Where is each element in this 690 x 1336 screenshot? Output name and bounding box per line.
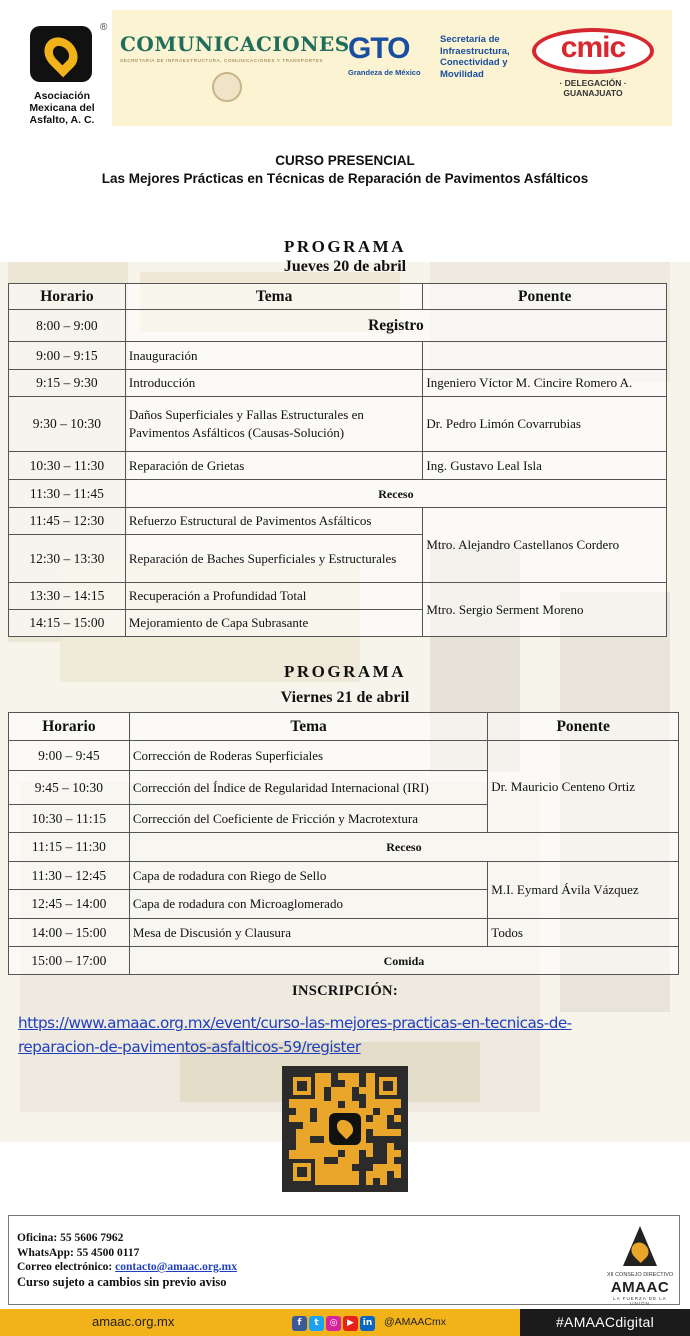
qr-finder-pattern [375, 1073, 401, 1099]
course-type: CURSO PRESENCIAL [275, 153, 415, 168]
row-ponente: Dr. Mauricio Centeno Ortiz [488, 741, 679, 833]
qr-module [366, 1115, 373, 1122]
row-ponente [423, 342, 667, 370]
table-row [9, 741, 679, 771]
col-tema: Tema [125, 284, 423, 310]
qr-module [289, 1129, 296, 1136]
qr-module [359, 1073, 366, 1080]
col-horario: Horario [9, 713, 130, 741]
qr-module [331, 1073, 338, 1080]
qr-module [359, 1171, 366, 1178]
col-tema: Tema [129, 713, 487, 741]
qr-module [387, 1136, 394, 1143]
row-time: 14:15 – 15:00 [9, 610, 126, 637]
qr-module [359, 1080, 366, 1087]
cmic-delegacion-label: · DELEGACIÓN · [559, 78, 627, 88]
row-tema: Receso [125, 480, 666, 508]
qr-finder-pattern [289, 1159, 315, 1185]
table-row [9, 370, 667, 397]
row-tema: Refuerzo Estructural de Pavimentos Asfálticos [125, 508, 423, 535]
table-row [9, 833, 679, 862]
qr-module [289, 1143, 296, 1150]
qr-module [373, 1108, 380, 1115]
row-ponente: Ing. Gustavo Leal Isla [423, 452, 667, 480]
row-time: 11:15 – 11:30 [9, 833, 130, 862]
table-row [9, 862, 679, 890]
row-tema: Reparación de Baches Superficiales y Estructurales [125, 535, 423, 583]
qr-module [296, 1122, 303, 1129]
table-row [9, 508, 667, 535]
table-row [9, 919, 679, 947]
registration-link[interactable] [18, 1011, 678, 1059]
qr-center-logo-icon [329, 1113, 361, 1145]
row-time: 12:30 – 13:30 [9, 535, 126, 583]
instagram-icon[interactable]: ◎ [326, 1316, 341, 1331]
qr-module [373, 1143, 380, 1150]
qr-module [366, 1129, 373, 1136]
row-tema: Receso [129, 833, 678, 862]
qr-module [387, 1122, 394, 1129]
row-ponente: M.I. Eymard Ávila Vázquez [488, 862, 679, 919]
qr-module [289, 1122, 296, 1129]
qr-module [380, 1136, 387, 1143]
amaac-name: Asociación Mexicana del Asfalto, A. C. [29, 90, 95, 126]
qr-module [289, 1136, 296, 1143]
qr-module [359, 1101, 366, 1108]
header [0, 0, 690, 135]
row-tema: Mesa de Discusión y Clausura [129, 919, 487, 947]
cmic-wordmark: cmic [560, 31, 626, 64]
inscripcion-label: INSCRIPCIÓN: [292, 983, 398, 999]
contact-aviso: Curso sujeto a cambios sin previo aviso [17, 1274, 227, 1289]
qr-module [380, 1150, 387, 1157]
row-tema: Comida [129, 947, 678, 975]
row-ponente: Ingeniero Víctor M. Cincire Romero A. [423, 370, 667, 397]
row-time: 14:00 – 15:00 [9, 919, 130, 947]
footer-social-handle[interactable]: @AMAACmx [384, 1316, 446, 1328]
qr-module [366, 1164, 373, 1171]
row-ponente: Mtro. Sergio Serment Moreno [423, 583, 667, 637]
table-row [9, 480, 667, 508]
contact-correo-label: Correo electrónico: [17, 1261, 116, 1273]
row-ponente: Dr. Pedro Limón Covarrubias [423, 397, 667, 452]
footer-hashtag: #AMAACdigital [520, 1309, 690, 1336]
gto-wordmark: GTO [348, 32, 410, 65]
footer-bar [0, 1309, 690, 1336]
mexico-seal-icon [212, 72, 242, 102]
qr-module [366, 1136, 373, 1143]
gto-logo [348, 32, 428, 77]
qr-module [373, 1136, 380, 1143]
row-time: 11:30 – 12:45 [9, 862, 130, 890]
qr-module [387, 1171, 394, 1178]
qr-code [282, 1066, 408, 1192]
qr-module [352, 1087, 359, 1094]
qr-module [373, 1157, 380, 1164]
table-header-row [9, 713, 679, 741]
twitter-icon[interactable]: t [309, 1316, 324, 1331]
cmic-estado: GUANAJUATO [563, 88, 623, 98]
qr-module [324, 1157, 331, 1164]
row-tema: Corrección de Roderas Superficiales [129, 741, 487, 771]
row-time: 8:00 – 9:00 [9, 310, 126, 342]
day2-schedule-table [8, 712, 679, 975]
row-time: 10:30 – 11:15 [9, 805, 130, 833]
table-row [9, 397, 667, 452]
row-ponente: Mtro. Alejandro Castellanos Cordero [423, 508, 667, 583]
qr-module [387, 1115, 394, 1122]
row-tema: Introducción [125, 370, 423, 397]
social-icons [292, 1315, 375, 1331]
table-row [9, 583, 667, 610]
qr-module [331, 1080, 338, 1087]
table-row [9, 310, 667, 342]
course-title: Las Mejores Prácticas en Técnicas de Reparación de Pavimentos Asfálticos [101, 171, 589, 186]
youtube-icon[interactable]: ▶ [343, 1316, 358, 1331]
qr-module [331, 1157, 338, 1164]
qr-module [317, 1136, 324, 1143]
qr-module [394, 1143, 401, 1150]
qr-module [338, 1101, 345, 1108]
row-tema: Corrección del Índice de Regularidad Internacional (IRI) [129, 771, 487, 805]
contact-box [8, 1215, 680, 1305]
facebook-icon[interactable]: f [292, 1316, 307, 1331]
cmic-delegacion [532, 78, 654, 98]
qr-module [387, 1178, 394, 1185]
row-time: 9:15 – 9:30 [9, 370, 126, 397]
secretaria-name: Secretaría de Infraestructura, Conectividad y Movilidad [440, 34, 510, 80]
col-horario: Horario [9, 284, 126, 310]
qr-module [394, 1122, 401, 1129]
day1-heading [0, 237, 690, 277]
qr-module [359, 1164, 366, 1171]
day1-schedule-table [8, 283, 667, 637]
day2-heading [0, 662, 690, 708]
row-tema: Registro [125, 310, 666, 342]
qr-module [394, 1157, 401, 1164]
comunicaciones-logo [120, 32, 350, 63]
registration-link-line1[interactable]: https://www.amaac.org.mx/event/curso-las-mejores-practicas-en-tecnicas-de- [18, 1014, 572, 1032]
row-tema: Corrección del Coeficiente de Fricción y Macrotextura [129, 805, 487, 833]
table-row [9, 342, 667, 370]
row-tema: Daños Superficiales y Fallas Estructurales en Pavimentos Asfálticos (Causas-Solución) [125, 397, 423, 452]
footer-site-link[interactable]: amaac.org.mx [92, 1314, 175, 1329]
qr-module [373, 1150, 380, 1157]
row-time: 13:30 – 14:15 [9, 583, 126, 610]
contact-whatsapp: WhatsApp: 55 4500 0117 [17, 1246, 140, 1259]
row-time: 11:30 – 11:45 [9, 480, 126, 508]
qr-finder-pattern [289, 1073, 315, 1099]
qr-module [352, 1094, 359, 1101]
row-time: 11:45 – 12:30 [9, 508, 126, 535]
row-time: 15:00 – 17:00 [9, 947, 130, 975]
row-time: 9:00 – 9:45 [9, 741, 130, 771]
qr-module [359, 1178, 366, 1185]
qr-module [310, 1136, 317, 1143]
qr-module [324, 1087, 331, 1094]
day2-date: Viernes 21 de abril [280, 689, 410, 706]
course-heading [0, 152, 690, 188]
seal-subtitle: LA FUERZA DE LA UNIÓN [613, 1296, 667, 1306]
qr-module [394, 1136, 401, 1143]
registered-mark: ® [100, 22, 108, 33]
seal-name: AMAAC [610, 1279, 670, 1296]
qr-module [359, 1094, 366, 1101]
amaac-consejo-logo [605, 1224, 675, 1306]
row-time: 12:45 – 14:00 [9, 890, 130, 919]
linkedin-icon[interactable]: in [360, 1316, 375, 1331]
qr-module [310, 1108, 317, 1115]
table-row [9, 947, 679, 975]
col-ponente: Ponente [423, 284, 667, 310]
row-tema: Capa de rodadura con Riego de Sello [129, 862, 487, 890]
qr-module [352, 1164, 359, 1171]
cmic-logo [532, 28, 654, 100]
row-tema: Capa de rodadura con Microaglomerado [129, 890, 487, 919]
day1-programa: PROGRAMA [284, 237, 406, 256]
qr-module [289, 1108, 296, 1115]
row-time: 10:30 – 11:30 [9, 452, 126, 480]
gto-tagline: Grandeza de México [348, 68, 421, 77]
qr-module [324, 1094, 331, 1101]
row-tema: Recuperación a Profundidad Total [125, 583, 423, 610]
row-time: 9:30 – 10:30 [9, 397, 126, 452]
qr-module [338, 1150, 345, 1157]
day2-programa: PROGRAMA [284, 662, 406, 681]
col-ponente: Ponente [488, 713, 679, 741]
row-time: 9:00 – 9:15 [9, 342, 126, 370]
row-ponente: Todos [488, 919, 679, 947]
qr-module [394, 1108, 401, 1115]
qr-module [380, 1143, 387, 1150]
qr-module [359, 1150, 366, 1157]
qr-module [359, 1157, 366, 1164]
table-row [9, 452, 667, 480]
table-header-row [9, 284, 667, 310]
seal-top-text: XII CONSEJO DIRECTIVO [606, 1272, 674, 1278]
row-tema: Reparación de Grietas [125, 452, 423, 480]
qr-code-pattern [289, 1073, 401, 1185]
row-time: 9:45 – 10:30 [9, 771, 130, 805]
row-tema: Inauguración [125, 342, 423, 370]
comunicaciones-subtitle: SECRETARÍA DE INFRAESTRUCTURA, COMUNICACIONES Y TRANSPORTES [120, 58, 324, 63]
qr-module [380, 1157, 387, 1164]
qr-module [373, 1178, 380, 1185]
registration-link-line2[interactable]: reparacion-de-pavimentos-asfalticos-59/register [18, 1038, 361, 1056]
qr-module [338, 1080, 345, 1087]
contact-lines [17, 1231, 237, 1289]
comunicaciones-title: COMUNICACIONES [120, 32, 350, 56]
day1-date: Jueves 20 de abril [283, 258, 407, 275]
row-tema: Mejoramiento de Capa Subrasante [125, 610, 423, 637]
qr-module [366, 1157, 373, 1164]
qr-module [394, 1178, 401, 1185]
contact-correo [17, 1260, 237, 1275]
contact-oficina: Oficina: 55 5606 7962 [17, 1232, 124, 1244]
qr-module [310, 1115, 317, 1122]
contact-email-link[interactable]: contacto@amaac.org.mx [115, 1261, 237, 1273]
